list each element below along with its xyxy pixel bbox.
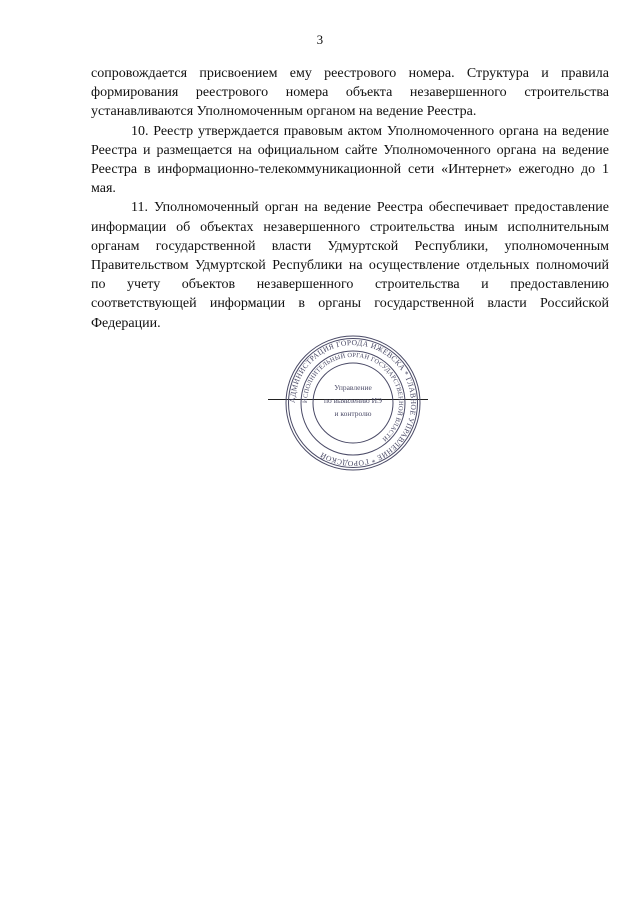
seal-center-line-2: по выявлению ИЭ — [323, 396, 383, 405]
seal-inner-text: ИСПОЛНИТЕЛЬНЫЙ ОРГАН ГОСУДАРСТВЕННОЙ ВЛАСТИ — [301, 351, 405, 443]
paragraph-10: 10. Реестр утверждается правовым актом Уполномоченного органа на ведение Реестра и размещается на официальном сайте Уполномоченного органа на ведение Реестра в информационно-телекоммуникационной сети «Интернет» ежегодно до 1 мая. — [91, 123, 609, 197]
paragraph-11: 11. Уполномоченный орган на ведение Реестра обеспечивает предоставление информации об объектах незавершенного строительства иным исполнительным органам государственной власти Удмуртской Республики, уполномоченным Правительством Удмуртской Республики на осуществление отдельных полномочий по учету объектов незавершенного строительства и предоставлению соответствующей информации в органы государственной власти Российской Федерации. — [91, 200, 609, 331]
page-number: 3 — [316, 32, 324, 47]
seal-outer-text: АДМИНИСТРАЦИЯ ГОРОДА ИЖЕВСКА * ГЛАВНОЕ УПРАВЛЕНИЕ * ГОРОДСКОЙ — [287, 337, 419, 469]
seal-center-line-1: Управление — [334, 383, 372, 392]
seal-center-line-3: и контролю — [334, 409, 372, 418]
official-seal — [268, 333, 438, 473]
paragraph-continuation: сопровождается присвоением ему реестрового номера. Структура и правила формирования реестрового номера объекта незавершенного строительства устанавливаются Уполномоченным органом на ведение Реестра. — [91, 66, 609, 120]
seal-graphic — [268, 333, 438, 473]
document-body — [91, 64, 609, 333]
